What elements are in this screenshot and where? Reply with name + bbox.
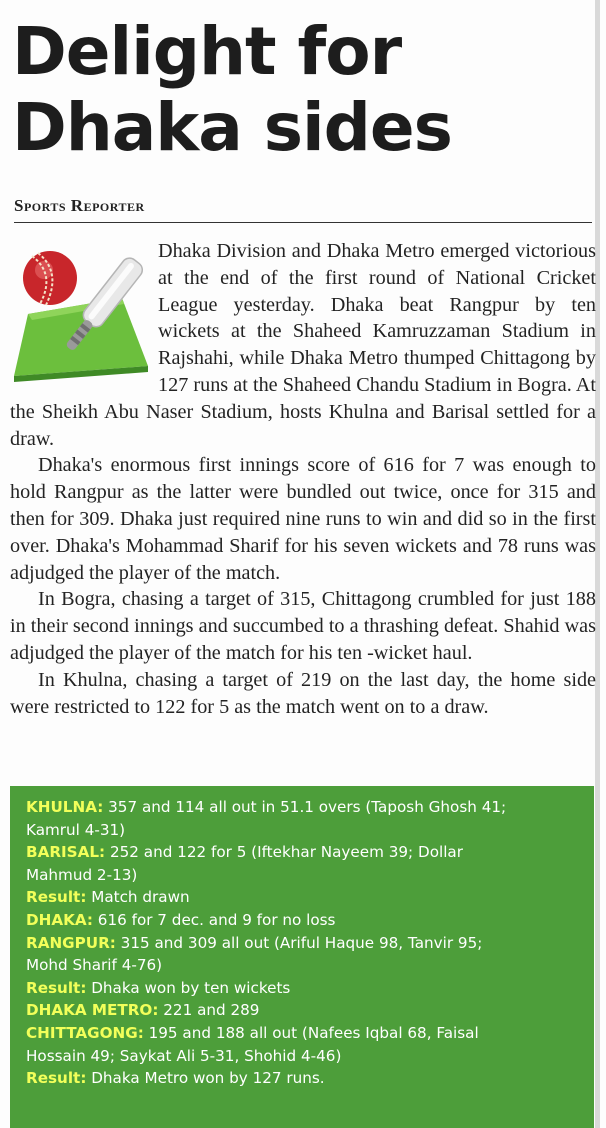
- scorecard-label: CHITTAGONG:: [26, 1023, 144, 1042]
- headline: [12, 14, 592, 166]
- scorecard-line: [26, 999, 582, 1022]
- cricket-ball-bat-icon: [10, 244, 152, 384]
- scorecard-text: Mahmud 2-13): [26, 865, 138, 884]
- scorecard-line: [26, 1045, 582, 1068]
- scorecard-text: 252 and 122 for 5 (Iftekhar Nayeem 39; Dollar: [105, 843, 463, 862]
- scorecard-line: [26, 977, 582, 1000]
- scorecard-text: 195 and 188 all out (Nafees Iqbal 68, Faisal: [143, 1023, 479, 1042]
- scorecard-line: [26, 796, 582, 819]
- scorecard-text: Dhaka won by ten wickets: [86, 978, 291, 997]
- scorecard-line: [26, 954, 582, 977]
- byline: Sports Reporter: [14, 196, 592, 223]
- scorecard-box: [10, 786, 594, 1128]
- scorecard-text: Kamrul 4-31): [26, 820, 126, 839]
- scorecard-label: RANGPUR:: [26, 933, 116, 952]
- scorecard-text: 221 and 289: [158, 1001, 260, 1020]
- scorecard-line: [26, 864, 582, 887]
- scorecard-line: [26, 1067, 582, 1090]
- scorecard-line: [26, 886, 582, 909]
- scorecard-text: Match drawn: [86, 888, 190, 907]
- scorecard-label: BARISAL:: [26, 843, 106, 862]
- scorecard-text: Hossain 49; Saykat Ali 5-31, Shohid 4-46): [26, 1046, 342, 1065]
- paragraph-4: In Khulna, chasing a target of 219 on the last day, the home side were restricted to 122 for 5 as the match went on to a draw.: [10, 668, 596, 718]
- scorecard-label: Result:: [26, 888, 87, 907]
- scorecard-text: 357 and 114 all out in 51.1 overs (Taposh Ghosh 41;: [103, 798, 507, 816]
- headline-line-2: Dhaka sides: [12, 89, 452, 166]
- scorecard-label: KHULNA:: [26, 798, 104, 816]
- scorecard-line: [26, 841, 582, 864]
- scorecard-label: Result:: [26, 978, 87, 997]
- scorecard-text: Dhaka Metro won by 127 runs.: [86, 1069, 325, 1088]
- paragraph-3: In Bogra, chasing a target of 315, Chittagong crumbled for just 188 in their second innings and succumbed to a thrashing defeat. Shahid was adjudged the player of the match for his ten -wicket haul.: [10, 588, 596, 664]
- article-body: [10, 238, 596, 720]
- scorecard-text: 315 and 309 all out (Ariful Haque 98, Tanvir 95;: [115, 933, 483, 952]
- paragraph-2: Dhaka's enormous first innings score of 616 for 7 was enough to hold Rangpur as the latter were bundled out twice, once for 315 and then for 309. Dhaka just required nine runs to win and did so in the first over. Dhaka's Mohammad Sharif for his seven wickets and 78 runs was adjudged the player of the match.: [10, 454, 596, 584]
- paragraph-1: Dhaka Division and Dhaka Metro emerged victorious at the end of the first round of National Cricket League yesterday. Dhaka beat Rangpur by ten wickets at the Shaheed Kamruzzaman Stadium in Rajshahi, while Dhaka Metro thumped Chittagong by 127 runs at the Shaheed Chandu Stadium in Bogra. At the Sheikh Abu Naser Stadium, hosts Khulna and Barisal settled for a draw.: [10, 240, 596, 450]
- scorecard-label: Result:: [26, 1069, 87, 1088]
- headline-line-1: Delight for: [12, 13, 402, 90]
- scorecard-line: [26, 1022, 582, 1045]
- scorecard-line: [26, 819, 582, 842]
- scorecard-line: [26, 932, 582, 955]
- scorecard-label: DHAKA METRO:: [26, 1001, 159, 1020]
- scorecard-text: Mohd Sharif 4-76): [26, 956, 163, 975]
- scorecard-text: 616 for 7 dec. and 9 for no loss: [92, 910, 336, 929]
- scorecard-line: [26, 909, 582, 932]
- scorecard-label: DHAKA:: [26, 910, 93, 929]
